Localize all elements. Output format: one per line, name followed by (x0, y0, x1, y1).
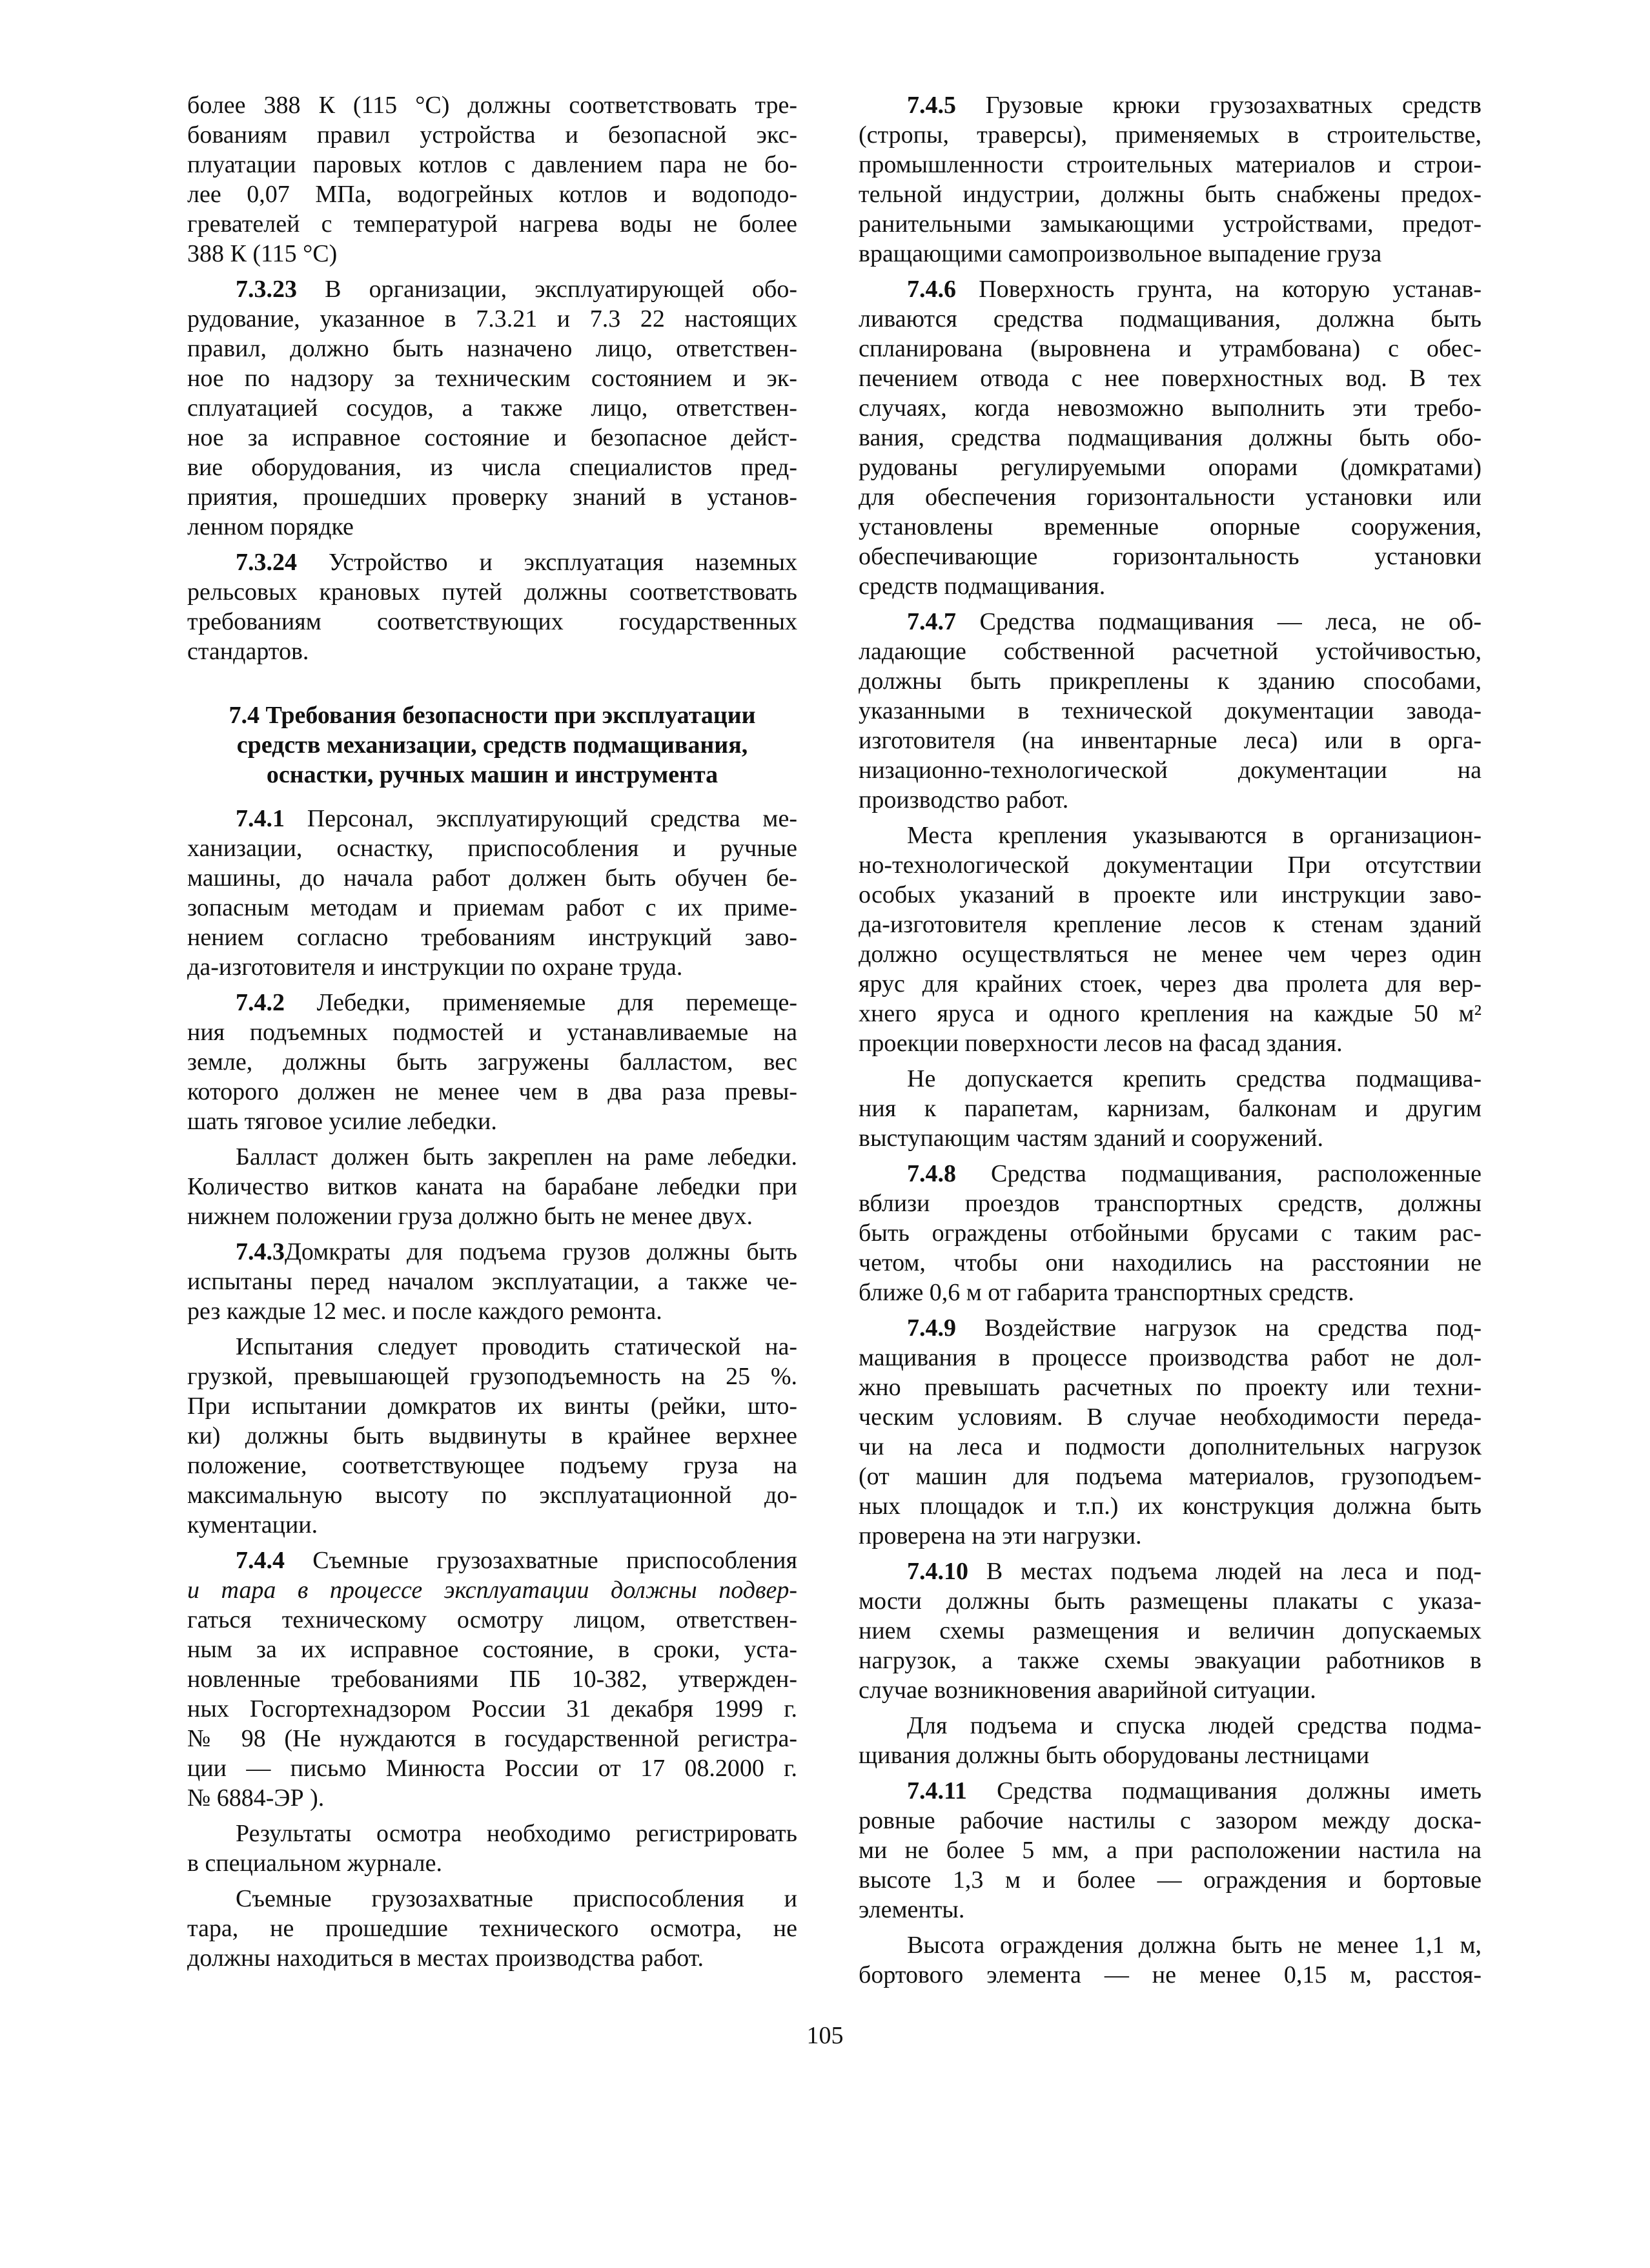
text-line (859, 939, 1482, 969)
text-line (187, 120, 797, 150)
left-column (187, 90, 797, 1973)
text-line (187, 393, 797, 423)
line-text: ки) должны быть выдвинуты в крайнее верхнее (187, 1422, 797, 1449)
text-line (187, 1362, 797, 1391)
text-line (859, 423, 1482, 453)
text-line (859, 1094, 1482, 1123)
text-line (187, 637, 797, 666)
line-text: нижнем положении груза должно быть не менее двух. (187, 1203, 753, 1230)
line-text: для обеспечения горизонтальности установки или (859, 484, 1482, 511)
line-text: Воздействие нагрузок на средства под- (956, 1314, 1482, 1342)
text-line (859, 120, 1482, 150)
line-text: высоте 1,3 м и более — ограждения и бортовые (859, 1866, 1482, 1894)
paragraph (859, 821, 1482, 1058)
text-line (859, 90, 1482, 120)
line-text: плуатации паровых котлов с давлением пара не бо- (187, 151, 797, 178)
line-text: В местах подъема людей на леса и под- (968, 1558, 1482, 1585)
line-text: проверена на эти нагрузки. (859, 1522, 1142, 1549)
text-line (187, 804, 797, 833)
text-line (859, 150, 1482, 179)
clause-number: 7.3.23 (236, 276, 297, 303)
text-line (859, 1865, 1482, 1895)
text-line (187, 512, 797, 542)
line-text: Средства подмащивания должны иметь (966, 1777, 1482, 1804)
text-line (859, 1402, 1482, 1432)
line-text: вания, средства подмащивания должны быть обо- (859, 424, 1482, 451)
text-line (859, 1343, 1482, 1373)
line-text: Съемные грузозахватные приспособления (285, 1547, 797, 1574)
paragraph (859, 1711, 1482, 1770)
text-line (187, 1783, 797, 1813)
line-text: вблизи проездов транспортных средств, должны (859, 1190, 1482, 1217)
text-line (859, 1557, 1482, 1586)
line-text: Для подъема и спуска людей средства подма- (907, 1712, 1482, 1739)
text-line (859, 1616, 1482, 1646)
text-line (187, 1077, 797, 1107)
text-line (187, 893, 797, 923)
line-text: тара, не прошедшие технического осмотра, не (187, 1915, 797, 1942)
line-text: грузкой, превышающей грузоподъемность на 25 %. (187, 1363, 797, 1390)
line-text: ленном порядке (187, 513, 354, 540)
text-line (187, 1107, 797, 1136)
clause-number: 7.3.24 (236, 549, 297, 576)
line-text: 388 К (115 °С) (187, 240, 338, 267)
text-line (859, 880, 1482, 910)
line-text: (от машин для подъема материалов, грузоподъем- (859, 1463, 1482, 1490)
line-text: Результаты осмотра необходимо регистрировать (236, 1820, 797, 1847)
text-line (859, 1675, 1482, 1705)
text-line (859, 1586, 1482, 1616)
line-text: жно превышать расчетных по проекту или техни- (859, 1374, 1482, 1401)
text-line (187, 1664, 797, 1694)
text-line (187, 453, 797, 482)
text-line (187, 1047, 797, 1077)
line-text: выступающим частям зданий и сооружений. (859, 1125, 1324, 1152)
text-line (187, 1575, 797, 1605)
section-heading (187, 700, 797, 790)
line-text: бортового элемента — не менее 0,15 м, расстоя- (859, 1961, 1482, 1988)
line-text: 7.4 Требования безопасности при эксплуатации (229, 702, 756, 729)
paragraph (187, 1332, 797, 1540)
line-text: должно осуществляться не менее чем через один (859, 941, 1482, 968)
line-text: ровные рабочие настилы с зазором между доска- (859, 1807, 1482, 1834)
text-line (187, 1296, 797, 1326)
text-line (859, 239, 1482, 269)
text-line (187, 863, 797, 893)
line-text: ранительными замыкающими устройствами, предот- (859, 210, 1482, 238)
line-text: вращающими самопроизвольное выпадение груза (859, 240, 1382, 267)
clause-number: 7.4.7 (907, 608, 956, 635)
line-text: более 388 К (115 °С) должны соответствовать тре- (187, 92, 797, 119)
text-line (187, 1332, 797, 1362)
text-line (187, 482, 797, 512)
line-text: земле, должны быть загружены балластом, вес (187, 1048, 797, 1076)
text-line (187, 274, 797, 304)
line-text: Съемные грузозахватные приспособления и (236, 1885, 797, 1912)
line-text: ное по надзору за техническим состоянием и эк- (187, 365, 797, 392)
text-line (859, 542, 1482, 571)
text-line (187, 1694, 797, 1724)
text-line (859, 571, 1482, 601)
paragraph (187, 1142, 797, 1231)
text-line (859, 1711, 1482, 1741)
text-line (187, 1267, 797, 1296)
line-text: промышленности строительных материалов и строи- (859, 151, 1482, 178)
text-line (859, 1491, 1482, 1521)
line-text: ции — письмо Минюста России от 17 08.2000 г. (187, 1755, 797, 1782)
paragraph (187, 988, 797, 1136)
line-text: правил, должно быть назначено лицо, ответствен- (187, 335, 797, 362)
line-text: щивания должны быть оборудованы лестницами (859, 1742, 1370, 1769)
line-text: бованиям правил устройства и безопасной экс- (187, 121, 797, 148)
line-text: При испытании домкратов их винты (рейки, што- (187, 1393, 797, 1420)
line-text: проекции поверхности лесов на фасад здания. (859, 1030, 1343, 1057)
line-text: ным за их исправное состояние, в сроки, уста- (187, 1636, 797, 1663)
line-text: четом, чтобы они находились на расстоянии не (859, 1249, 1482, 1276)
text-line (187, 304, 797, 334)
line-text: ческим условиям. В случае необходимости переда- (859, 1404, 1482, 1431)
text-line (859, 1835, 1482, 1865)
text-line (859, 1776, 1482, 1806)
text-line (187, 730, 797, 760)
line-text: Количество витков каната на барабане лебедки при (187, 1173, 797, 1200)
text-line (187, 547, 797, 577)
text-line (187, 1546, 797, 1575)
clause-number: 7.4.9 (907, 1314, 956, 1342)
text-line (859, 1521, 1482, 1551)
page-number: 105 (806, 2022, 844, 2049)
line-text: ное за исправное состояние и безопасное дейст- (187, 424, 797, 451)
line-text: ладающие собственной расчетной устойчивостью, (859, 638, 1482, 665)
paragraph (187, 1546, 797, 1813)
line-text: ливаются средства подмащивания, должна быть (859, 305, 1482, 332)
line-text: и тара в процессе эксплуатации должны подвер- (187, 1577, 797, 1604)
paragraph (187, 1884, 797, 1973)
line-text: установлены временные опорные сооружения, (859, 513, 1482, 540)
line-text: Испытания следует проводить статической на- (236, 1333, 797, 1360)
text-line (859, 1646, 1482, 1675)
text-line (187, 1017, 797, 1047)
text-line (859, 666, 1482, 696)
text-line (859, 1432, 1482, 1462)
line-text: № 6884-ЭР ). (187, 1784, 325, 1812)
line-text: должны быть прикреплены к зданию способами, (859, 668, 1482, 695)
line-text: чи на леса и подмости дополнительных нагрузок (859, 1433, 1482, 1460)
text-line (859, 999, 1482, 1028)
text-line (859, 512, 1482, 542)
clause-number: 7.4.2 (236, 989, 285, 1016)
text-line (859, 1028, 1482, 1058)
paragraph (187, 1819, 797, 1878)
clause-number: 7.4.11 (907, 1777, 967, 1804)
line-text: случаях, когда невозможно выполнить эти требо- (859, 394, 1482, 422)
line-text: печением отвода с нее поверхностных вод. В тех (859, 365, 1482, 392)
line-text: указанными в технической документации завода- (859, 697, 1482, 724)
line-text: в специальном журнале. (187, 1850, 442, 1877)
line-text: нением согласно требованиям инструкций заво- (187, 924, 797, 951)
line-text: Персонал, эксплуатирующий средства ме- (285, 805, 797, 832)
line-text: средств механизации, средств подмащивания, (236, 731, 748, 759)
text-line (859, 1741, 1482, 1770)
line-text: тельной индустрии, должны быть снабжены предох- (859, 181, 1482, 208)
line-text: ния к парапетам, карнизам, балконам и другим (859, 1095, 1482, 1122)
text-line (859, 179, 1482, 209)
clause-number: 7.4.4 (236, 1547, 285, 1574)
line-text: ханизации, оснастку, приспособления и ручные (187, 835, 797, 862)
line-text: средств подмащивания. (859, 573, 1106, 600)
text-line (187, 1421, 797, 1451)
line-text: ных Госгортехнадзором России 31 декабря 1999 г. (187, 1695, 797, 1722)
text-line (187, 423, 797, 453)
line-text: Устройство и эксплуатация наземных (297, 549, 797, 576)
line-text: кументации. (187, 1511, 318, 1538)
text-line (187, 239, 797, 269)
text-line (187, 833, 797, 863)
line-text: № 98 (Не нуждаются в государственной регистра- (187, 1725, 797, 1752)
text-line (187, 1753, 797, 1783)
text-line (187, 700, 797, 730)
clause-number: 7.4.5 (907, 92, 956, 119)
text-line (859, 969, 1482, 999)
paragraph (859, 1930, 1482, 1990)
line-text: Высота ограждения должна быть не менее 1,1 м, (907, 1932, 1482, 1959)
line-text: элементы. (859, 1896, 965, 1923)
text-line (187, 363, 797, 393)
text-line (859, 1373, 1482, 1402)
paragraph (859, 1159, 1482, 1307)
paragraph (859, 1776, 1482, 1925)
line-text: ярус для крайних стоек, через два пролета для вер- (859, 970, 1482, 997)
line-text: Средства подмащивания, расположенные (956, 1160, 1482, 1187)
text-line (859, 1123, 1482, 1153)
text-line (187, 150, 797, 179)
right-column (859, 90, 1482, 1990)
text-line (859, 755, 1482, 785)
text-line (859, 1960, 1482, 1990)
text-line (187, 923, 797, 952)
line-text: мости должны быть размещены плакаты с указа- (859, 1588, 1482, 1615)
line-text: Домкраты для подъема грузов должны быть (285, 1238, 797, 1265)
text-line (859, 482, 1482, 512)
text-line (859, 209, 1482, 239)
text-line (859, 726, 1482, 755)
text-line (859, 1189, 1482, 1218)
text-line (187, 334, 797, 363)
line-text: производство работ. (859, 786, 1069, 813)
text-line (187, 90, 797, 120)
paragraph (187, 90, 797, 269)
text-line (859, 1248, 1482, 1278)
text-line (187, 1914, 797, 1943)
line-text: шать тяговое усилие лебедки. (187, 1108, 497, 1135)
line-text: нием схемы размещения и величин допускаемых (859, 1617, 1482, 1644)
paragraph (187, 274, 797, 542)
line-text: которого должен не менее чем в два раза превы- (187, 1078, 797, 1105)
clause-number: 7.4.6 (907, 276, 956, 303)
line-text: но-технологической документации При отсутствии (859, 852, 1482, 879)
paragraph (859, 90, 1482, 269)
line-text: требованиям соответствующих государственных (187, 608, 797, 635)
line-text: положение, соответствующее подъему груза на (187, 1452, 797, 1479)
line-text: обеспечивающие горизонтальность установки (859, 543, 1482, 570)
text-line (859, 304, 1482, 334)
line-text: Поверхность грунта, на которую устанав- (956, 276, 1482, 303)
text-line (187, 577, 797, 607)
text-line (187, 1605, 797, 1635)
text-line (187, 760, 797, 790)
line-text: да-изготовителя и инструкции по охране труда. (187, 954, 683, 981)
clause-number: 7.4.10 (907, 1558, 968, 1585)
text-line (859, 1159, 1482, 1189)
text-line (187, 1724, 797, 1753)
line-text: рудование, указанное в 7.3.21 и 7.3 22 настоящих (187, 305, 797, 332)
line-text: рез каждые 12 мес. и после каждого ремонта. (187, 1298, 662, 1325)
line-text: должны находиться в местах производства работ. (187, 1945, 704, 1972)
paragraph (187, 1237, 797, 1326)
line-text: стандартов. (187, 638, 309, 665)
text-line (187, 179, 797, 209)
line-text: изготовителя (на инвентарные леса) или в орга- (859, 727, 1482, 754)
line-text: низационно-технологической документации на (859, 757, 1482, 784)
text-line (859, 1278, 1482, 1307)
line-text: новленные требованиями ПБ 10-382, утвержден- (187, 1666, 797, 1693)
line-text: Средства подмащивания — леса, не об- (956, 608, 1482, 635)
text-line (187, 1237, 797, 1267)
clause-number: 7.4.3 (236, 1238, 285, 1265)
line-text: рудованы регулируемыми опорами (домкратами) (859, 454, 1482, 481)
text-line (859, 274, 1482, 304)
line-text: гаться техническому осмотру лицом, ответствен- (187, 1606, 797, 1633)
line-text: Не допускается крепить средства подмащива- (907, 1065, 1482, 1092)
paragraph (859, 274, 1482, 601)
line-text: Лебедки, применяемые для перемеще- (285, 989, 797, 1016)
text-line (859, 821, 1482, 850)
line-text: машины, до начала работ должен быть обучен бе- (187, 864, 797, 892)
text-line (859, 1462, 1482, 1491)
paragraph (859, 1064, 1482, 1153)
line-text: Грузовые крюки грузозахватных средств (956, 92, 1482, 119)
text-line (859, 363, 1482, 393)
line-text: быть ограждены отбойными брусами с таким рас- (859, 1220, 1482, 1247)
line-text: хнего яруса и одного крепления на каждые 50 м² (859, 1000, 1482, 1027)
clause-number: 7.4.1 (236, 805, 285, 832)
text-line (187, 952, 797, 982)
text-line (187, 1451, 797, 1480)
line-text: Балласт должен быть закреплен на раме лебедки. (236, 1143, 797, 1170)
text-line (187, 1510, 797, 1540)
line-text: мащивания в процессе производства работ не дол- (859, 1344, 1482, 1371)
line-text: (стропы, траверсы), применяемых в строительстве, (859, 121, 1482, 148)
text-line (187, 1391, 797, 1421)
paragraph (859, 607, 1482, 815)
text-line (187, 1635, 797, 1664)
line-text: лее 0,07 МПа, водогрейных котлов и водоподо- (187, 181, 797, 208)
line-text: испытаны перед началом эксплуатации, а также че- (187, 1268, 797, 1295)
text-line (859, 1218, 1482, 1248)
line-text: Места крепления указываются в организацион- (907, 822, 1482, 849)
line-text: спланирована (выровнена и утрамбована) с обес- (859, 335, 1482, 362)
text-line (859, 1930, 1482, 1960)
text-line (187, 1943, 797, 1973)
line-text: случае возникновения аварийной ситуации. (859, 1677, 1316, 1704)
paragraph (859, 1313, 1482, 1551)
text-line (187, 1819, 797, 1848)
line-text: ния подъемных подмостей и устанавливаемые на (187, 1019, 797, 1046)
line-text: ных площадок и т.п.) их конструкция должна быть (859, 1493, 1482, 1520)
line-text: особых указаний в проекте или инструкции заво- (859, 881, 1482, 908)
text-line (859, 607, 1482, 637)
paragraph (187, 804, 797, 982)
paragraph (187, 547, 797, 666)
text-line (859, 785, 1482, 815)
text-line (859, 1064, 1482, 1094)
text-line (187, 988, 797, 1017)
line-text: вие оборудования, из числа специалистов пред- (187, 454, 797, 481)
text-line (187, 1884, 797, 1914)
text-line (859, 910, 1482, 939)
text-line (859, 453, 1482, 482)
text-line (859, 334, 1482, 363)
text-line (187, 1201, 797, 1231)
line-text: оснастки, ручных машин и инструмента (266, 761, 718, 788)
clause-number: 7.4.8 (907, 1160, 956, 1187)
text-line (859, 850, 1482, 880)
line-text: рельсовых крановых путей должны соответствовать (187, 578, 797, 606)
paragraph (859, 1557, 1482, 1705)
line-text: ми не более 5 мм, а при расположении настила на (859, 1837, 1482, 1864)
line-text: максимальную высоту по эксплуатационной до- (187, 1482, 797, 1509)
text-line (187, 209, 797, 239)
line-text: зопасным методам и приемам работ с их приме- (187, 894, 797, 921)
text-line (859, 637, 1482, 666)
text-line (187, 607, 797, 637)
line-text: сплуатацией сосудов, а также лицо, ответствен- (187, 394, 797, 422)
line-text: гревателей с температурой нагрева воды не более (187, 210, 797, 238)
text-line (859, 1806, 1482, 1835)
text-line (859, 1895, 1482, 1925)
text-line (859, 393, 1482, 423)
text-line (187, 1848, 797, 1878)
text-line (859, 1313, 1482, 1343)
text-line (187, 1172, 797, 1201)
line-text: приятия, прошедших проверку знаний в установ- (187, 484, 797, 511)
line-text: В организации, эксплуатирующей обо- (297, 276, 797, 303)
text-line (859, 696, 1482, 726)
text-line (187, 1142, 797, 1172)
line-text: нагрузок, а также схемы эвакуации работников в (859, 1647, 1482, 1674)
line-text: да-изготовителя крепление лесов к стенам зданий (859, 911, 1482, 938)
text-line (187, 1480, 797, 1510)
line-text: ближе 0,6 м от габарита транспортных средств. (859, 1279, 1354, 1306)
